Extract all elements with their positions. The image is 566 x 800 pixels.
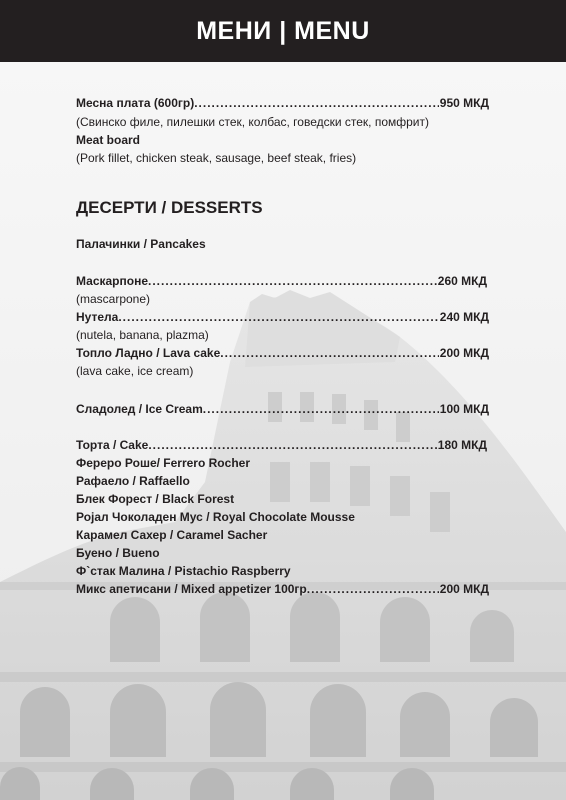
leader-dots [194, 96, 439, 111]
item-price: 180 МКД [437, 438, 487, 452]
item-price: 950 МКД [439, 96, 489, 110]
item-description-english: (Pork fillet, chicken steak, sausage, beef steak, fries) [76, 151, 357, 165]
leader-dots [203, 402, 439, 417]
menu-title: МЕНИ | MENU [196, 16, 370, 45]
item-price: 200 МКД [439, 582, 489, 596]
item-name: Топло Ладно / Lava cake [76, 346, 221, 360]
menu-item-nutella [76, 310, 489, 325]
leader-dots [118, 310, 438, 325]
cake-option-raffaello: Рафаело / Raffaello [76, 474, 190, 488]
item-name: Маскарпоне [76, 274, 148, 288]
cake-option-ferrero-rocher: Фереро Роше/ Ferrero Rocher [76, 456, 250, 470]
menu-item-mascarpone [76, 274, 487, 289]
cake-option-royal-chocolate-mousse: Ројал Чоколаден Мус / Royal Chocolate Mousse [76, 510, 355, 524]
cake-option-caramel-sacher: Карамел Сахер / Caramel Sacher [76, 528, 268, 542]
menu-item-cake [76, 438, 487, 453]
item-description: (Свинско филе, пилешки стек, колбас, говедски стек, помфрит) [76, 115, 430, 129]
item-description: (mascarpone) [76, 292, 151, 306]
leader-dots [220, 346, 439, 361]
section-heading-desserts: ДЕСЕРТИ / DESSERTS [76, 198, 263, 217]
menu-item-ice-cream [76, 402, 489, 417]
item-description: (lava cake, ice cream) [76, 364, 194, 378]
cake-option-bueno: Буено / Bueno [76, 546, 160, 560]
menu-header-bar [0, 0, 566, 62]
item-name: Микс апетисани / Mixed appetizer 100гр [76, 582, 307, 596]
leader-dots [307, 582, 439, 597]
item-name: Месна плата (600гр) [76, 96, 195, 110]
item-price: 260 МКД [437, 274, 487, 288]
leader-dots [148, 438, 436, 453]
item-price: 200 МКД [439, 346, 489, 360]
menu-item-meat-board [76, 96, 489, 111]
menu-item-lava-cake [76, 346, 489, 361]
leader-dots [148, 274, 437, 289]
menu-item-mixed-appetizer [76, 582, 489, 597]
item-price: 100 МКД [439, 402, 489, 416]
subsection-label-pancakes: Палачинки / Pancakes [76, 237, 206, 251]
item-name-english: Meat board [76, 133, 141, 147]
item-name: Нутела [76, 310, 119, 324]
cake-option-black-forest: Блек Форест / Black Forest [76, 492, 235, 506]
item-description: (nutela, banana, plazma) [76, 328, 209, 342]
item-price: 240 МКД [439, 310, 489, 324]
item-name: Торта / Cake [76, 438, 149, 452]
cake-option-pistachio-raspberry: Ф`стак Малина / Pistachio Raspberry [76, 564, 291, 578]
item-name: Сладолед / Ice Cream [76, 402, 203, 416]
